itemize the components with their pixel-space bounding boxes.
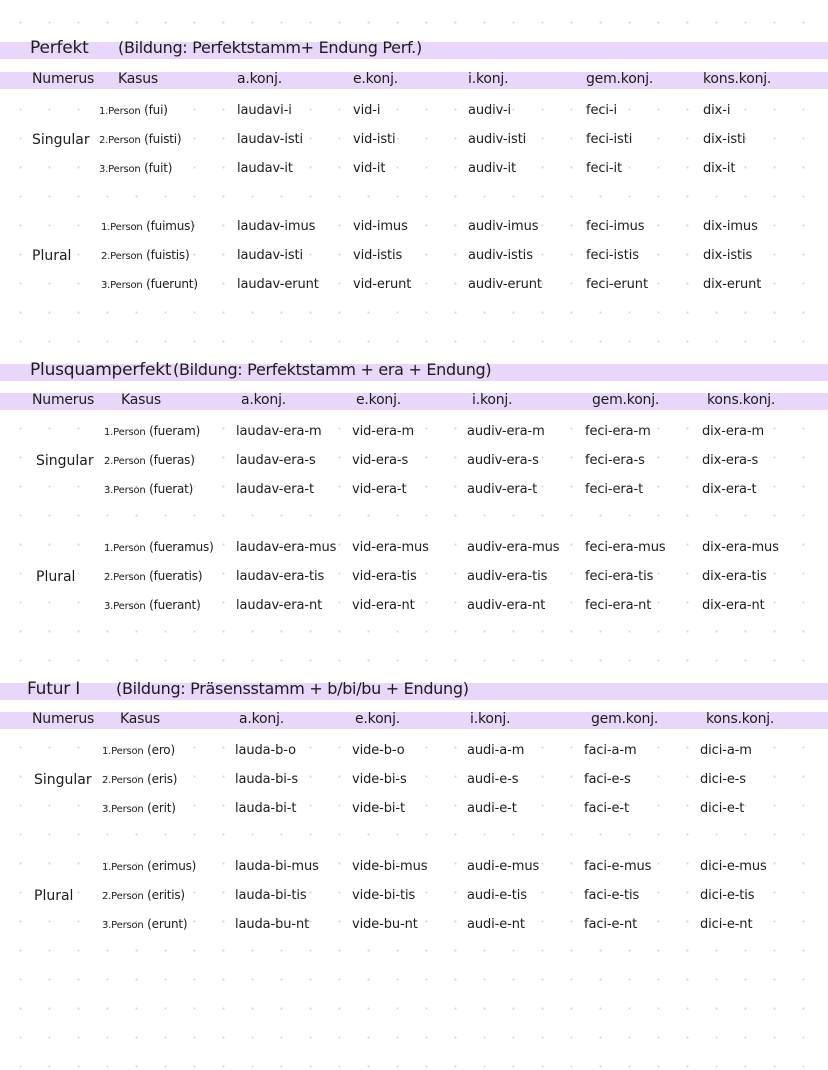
form-gem-konj: feci-era-m bbox=[585, 424, 651, 439]
person-number: 1.Person bbox=[99, 106, 141, 117]
form-a-konj: laudav-isti bbox=[237, 248, 304, 263]
person-label bbox=[101, 277, 198, 291]
form-a-konj: lauda-bu-nt bbox=[235, 917, 310, 932]
table-row bbox=[0, 801, 828, 821]
section-title: Futur I bbox=[27, 679, 81, 699]
person-number: 3.Person bbox=[99, 164, 141, 175]
form-i-konj: audi-a-m bbox=[467, 743, 525, 758]
form-a-konj: lauda-b-o bbox=[235, 743, 296, 758]
form-gem-konj: feci-istis bbox=[586, 248, 639, 263]
pronoun: (erimus) bbox=[147, 859, 197, 873]
person-label bbox=[102, 772, 177, 786]
header-gem-konj: gem.konj. bbox=[592, 392, 660, 408]
table-row bbox=[0, 248, 828, 268]
person-label bbox=[102, 801, 176, 815]
person-label bbox=[104, 482, 193, 496]
section-title: Perfekt bbox=[30, 38, 89, 58]
form-kons-konj: dici-a-m bbox=[700, 743, 752, 758]
form-a-konj: laudav-era-mus bbox=[236, 540, 337, 555]
header-e-konj: e.konj. bbox=[355, 711, 401, 727]
person-label bbox=[104, 569, 202, 583]
table-row bbox=[0, 888, 828, 908]
pronoun: (fuerant) bbox=[149, 598, 201, 612]
numerus-singular: Singular bbox=[36, 453, 94, 469]
header-gem-konj: gem.konj. bbox=[586, 71, 654, 87]
form-gem-konj: feci-isti bbox=[586, 132, 633, 147]
form-i-konj: audi-e-mus bbox=[467, 859, 540, 874]
form-kons-konj: dici-e-tis bbox=[700, 888, 755, 903]
form-kons-konj: dix-isti bbox=[703, 132, 746, 147]
person-label bbox=[99, 103, 168, 117]
table-row bbox=[0, 743, 828, 763]
table-row bbox=[0, 482, 828, 502]
pronoun: (fuerunt) bbox=[146, 277, 198, 291]
form-e-konj: vide-b-o bbox=[352, 743, 405, 758]
person-label bbox=[102, 917, 187, 931]
form-kons-konj: dix-it bbox=[703, 161, 736, 176]
form-a-konj: lauda-bi-s bbox=[235, 772, 299, 787]
form-kons-konj: dix-erunt bbox=[703, 277, 762, 292]
header-kons-konj: kons.konj. bbox=[706, 711, 775, 727]
form-gem-konj: faci-e-tis bbox=[584, 888, 640, 903]
header-a-konj: a.konj. bbox=[239, 711, 285, 727]
form-a-konj: lauda-bi-t bbox=[235, 801, 297, 816]
form-a-konj: laudav-era-t bbox=[236, 482, 314, 497]
form-i-konj: audi-e-t bbox=[467, 801, 517, 816]
form-kons-konj: dix-era-mus bbox=[702, 540, 779, 555]
form-i-konj: audiv-era-mus bbox=[467, 540, 560, 555]
person-label bbox=[102, 743, 175, 757]
pronoun: (fueras) bbox=[149, 453, 195, 467]
table-row bbox=[0, 598, 828, 618]
header-numerus: Numerus bbox=[32, 711, 95, 727]
person-number: 1.Person bbox=[104, 543, 146, 554]
header-i-konj: i.konj. bbox=[468, 71, 509, 87]
person-number: 3.Person bbox=[102, 920, 144, 931]
section-title-row bbox=[0, 38, 828, 60]
header-a-konj: a.konj. bbox=[241, 392, 287, 408]
form-kons-konj: dix-istis bbox=[703, 248, 753, 263]
header-gem-konj: gem.konj. bbox=[591, 711, 659, 727]
person-number: 1.Person bbox=[102, 746, 144, 757]
form-i-konj: audiv-era-t bbox=[467, 482, 538, 497]
pronoun: (eris) bbox=[147, 772, 178, 786]
form-e-konj: vid-i bbox=[353, 103, 381, 118]
person-label bbox=[102, 859, 196, 873]
column-headers bbox=[0, 71, 828, 93]
header-numerus: Numerus bbox=[32, 71, 95, 87]
header-i-konj: i.konj. bbox=[470, 711, 511, 727]
form-i-konj: audiv-istis bbox=[468, 248, 533, 263]
person-label bbox=[101, 219, 195, 233]
form-kons-konj: dix-era-s bbox=[702, 453, 759, 468]
form-gem-konj: feci-i bbox=[586, 103, 618, 118]
person-number: 2.Person bbox=[104, 456, 146, 467]
form-kons-konj: dici-e-s bbox=[700, 772, 746, 787]
person-number: 3.Person bbox=[101, 280, 143, 291]
pronoun: (fuit) bbox=[144, 161, 173, 175]
form-a-konj: laudavi-i bbox=[237, 103, 292, 118]
section-title-row bbox=[0, 360, 828, 382]
person-label bbox=[104, 453, 195, 467]
form-e-konj: vide-bi-mus bbox=[352, 859, 428, 874]
person-label bbox=[99, 161, 172, 175]
pronoun: (fuistis) bbox=[146, 248, 190, 262]
section-title: Plusquamperfekt bbox=[30, 360, 172, 380]
pronoun: (erit) bbox=[147, 801, 176, 815]
form-a-konj: laudav-era-nt bbox=[236, 598, 323, 613]
numerus-plural: Plural bbox=[36, 569, 76, 585]
header-kasus: Kasus bbox=[121, 392, 161, 408]
table-row bbox=[0, 453, 828, 473]
form-gem-konj: feci-era-mus bbox=[585, 540, 666, 555]
table-row bbox=[0, 569, 828, 589]
form-kons-konj: dix-era-m bbox=[702, 424, 765, 439]
form-a-konj: laudav-era-m bbox=[236, 424, 322, 439]
form-gem-konj: feci-era-nt bbox=[585, 598, 652, 613]
form-e-konj: vide-bi-tis bbox=[352, 888, 416, 903]
table-row bbox=[0, 424, 828, 444]
form-e-konj: vid-erunt bbox=[353, 277, 412, 292]
form-gem-konj: faci-e-s bbox=[584, 772, 631, 787]
person-number: 2.Person bbox=[102, 775, 144, 786]
header-i-konj: i.konj. bbox=[472, 392, 513, 408]
table-row bbox=[0, 132, 828, 152]
person-number: 3.Person bbox=[102, 804, 144, 815]
form-a-konj: laudav-era-tis bbox=[236, 569, 325, 584]
form-i-konj: audiv-era-nt bbox=[467, 598, 546, 613]
table-row bbox=[0, 277, 828, 297]
pronoun: (fuerat) bbox=[149, 482, 194, 496]
column-headers bbox=[0, 711, 828, 733]
form-i-konj: audi-e-nt bbox=[467, 917, 525, 932]
form-i-konj: audiv-era-m bbox=[467, 424, 545, 439]
form-e-konj: vid-era-nt bbox=[352, 598, 415, 613]
form-gem-konj: feci-era-s bbox=[585, 453, 645, 468]
form-kons-konj: dici-e-t bbox=[700, 801, 745, 816]
person-number: 3.Person bbox=[104, 485, 146, 496]
form-e-konj: vid-imus bbox=[353, 219, 408, 234]
formation-rule: (Bildung: Präsensstamm + b/bi/bu + Endung) bbox=[116, 679, 469, 698]
header-e-konj: e.konj. bbox=[356, 392, 402, 408]
form-i-konj: audiv-era-s bbox=[467, 453, 539, 468]
form-gem-konj: feci-imus bbox=[586, 219, 645, 234]
header-kasus: Kasus bbox=[120, 711, 160, 727]
form-i-konj: audiv-it bbox=[468, 161, 517, 176]
form-kons-konj: dici-e-mus bbox=[700, 859, 767, 874]
form-i-konj: audiv-i bbox=[468, 103, 512, 118]
formation-rule: (Bildung: Perfektstamm + era + Endung) bbox=[173, 360, 492, 379]
header-kons-konj: kons.konj. bbox=[703, 71, 772, 87]
pronoun: (erunt) bbox=[147, 917, 188, 931]
form-gem-konj: faci-e-mus bbox=[584, 859, 652, 874]
table-row bbox=[0, 219, 828, 239]
form-kons-konj: dix-imus bbox=[703, 219, 758, 234]
form-i-konj: audiv-era-tis bbox=[467, 569, 548, 584]
form-e-konj: vid-era-mus bbox=[352, 540, 429, 555]
form-e-konj: vide-bi-s bbox=[352, 772, 407, 787]
pronoun: (fuimus) bbox=[146, 219, 195, 233]
form-gem-konj: faci-e-t bbox=[584, 801, 629, 816]
form-e-konj: vide-bu-nt bbox=[352, 917, 418, 932]
form-e-konj: vid-era-s bbox=[352, 453, 409, 468]
form-i-konj: audi-e-tis bbox=[467, 888, 527, 903]
form-kons-konj: dix-era-nt bbox=[702, 598, 765, 613]
form-gem-konj: feci-erunt bbox=[586, 277, 648, 292]
form-e-konj: vid-era-tis bbox=[352, 569, 417, 584]
person-label bbox=[101, 248, 189, 262]
form-i-konj: audiv-erunt bbox=[468, 277, 542, 292]
form-gem-konj: faci-e-nt bbox=[584, 917, 638, 932]
form-e-konj: vid-isti bbox=[353, 132, 396, 147]
form-i-konj: audi-e-s bbox=[467, 772, 519, 787]
person-number: 1.Person bbox=[102, 862, 144, 873]
form-e-konj: vid-istis bbox=[353, 248, 403, 263]
header-a-konj: a.konj. bbox=[237, 71, 283, 87]
form-gem-konj: feci-era-t bbox=[585, 482, 644, 497]
numerus-singular: Singular bbox=[32, 132, 90, 148]
form-e-konj: vid-era-m bbox=[352, 424, 415, 439]
header-kons-konj: kons.konj. bbox=[707, 392, 776, 408]
form-i-konj: audiv-imus bbox=[468, 219, 539, 234]
numerus-plural: Plural bbox=[32, 248, 72, 264]
form-a-konj: laudav-erunt bbox=[237, 277, 319, 292]
form-gem-konj: feci-it bbox=[586, 161, 623, 176]
form-i-konj: audiv-isti bbox=[468, 132, 527, 147]
form-e-konj: vid-era-t bbox=[352, 482, 407, 497]
form-kons-konj: dix-era-t bbox=[702, 482, 757, 497]
form-a-konj: lauda-bi-tis bbox=[235, 888, 307, 903]
form-kons-konj: dix-i bbox=[703, 103, 731, 118]
header-numerus: Numerus bbox=[32, 392, 95, 408]
header-kasus: Kasus bbox=[118, 71, 158, 87]
form-a-konj: laudav-isti bbox=[237, 132, 304, 147]
person-label bbox=[99, 132, 181, 146]
person-number: 2.Person bbox=[102, 891, 144, 902]
person-label bbox=[102, 888, 185, 902]
numerus-plural: Plural bbox=[34, 888, 74, 904]
pronoun: (fueram) bbox=[149, 424, 201, 438]
numerus-singular: Singular bbox=[34, 772, 92, 788]
person-number: 2.Person bbox=[104, 572, 146, 583]
person-number: 2.Person bbox=[101, 251, 143, 262]
person-number: 2.Person bbox=[99, 135, 141, 146]
pronoun: (fueramus) bbox=[149, 540, 214, 554]
table-row bbox=[0, 917, 828, 937]
form-a-konj: lauda-bi-mus bbox=[235, 859, 319, 874]
form-gem-konj: feci-era-tis bbox=[585, 569, 654, 584]
header-e-konj: e.konj. bbox=[353, 71, 399, 87]
form-kons-konj: dici-e-nt bbox=[700, 917, 753, 932]
table-row bbox=[0, 161, 828, 181]
form-gem-konj: faci-a-m bbox=[584, 743, 637, 758]
person-number: 1.Person bbox=[101, 222, 143, 233]
form-a-konj: laudav-imus bbox=[237, 219, 316, 234]
person-label bbox=[104, 540, 214, 554]
column-headers bbox=[0, 392, 828, 414]
table-row bbox=[0, 540, 828, 560]
formation-rule: (Bildung: Perfektstamm+ Endung Perf.) bbox=[118, 38, 422, 57]
table-row bbox=[0, 859, 828, 879]
person-number: 3.Person bbox=[104, 601, 146, 612]
table-row bbox=[0, 772, 828, 792]
pronoun: (fui) bbox=[144, 103, 168, 117]
pronoun: (ero) bbox=[147, 743, 175, 757]
form-a-konj: laudav-it bbox=[237, 161, 293, 176]
form-a-konj: laudav-era-s bbox=[236, 453, 316, 468]
form-e-konj: vide-bi-t bbox=[352, 801, 405, 816]
table-row bbox=[0, 103, 828, 123]
person-label bbox=[104, 598, 201, 612]
person-number: 1.Person bbox=[104, 427, 146, 438]
form-e-konj: vid-it bbox=[353, 161, 386, 176]
form-kons-konj: dix-era-tis bbox=[702, 569, 767, 584]
person-label bbox=[104, 424, 200, 438]
pronoun: (eritis) bbox=[147, 888, 185, 902]
section-title-row bbox=[0, 679, 828, 701]
pronoun: (fueratis) bbox=[149, 569, 203, 583]
pronoun: (fuisti) bbox=[144, 132, 182, 146]
